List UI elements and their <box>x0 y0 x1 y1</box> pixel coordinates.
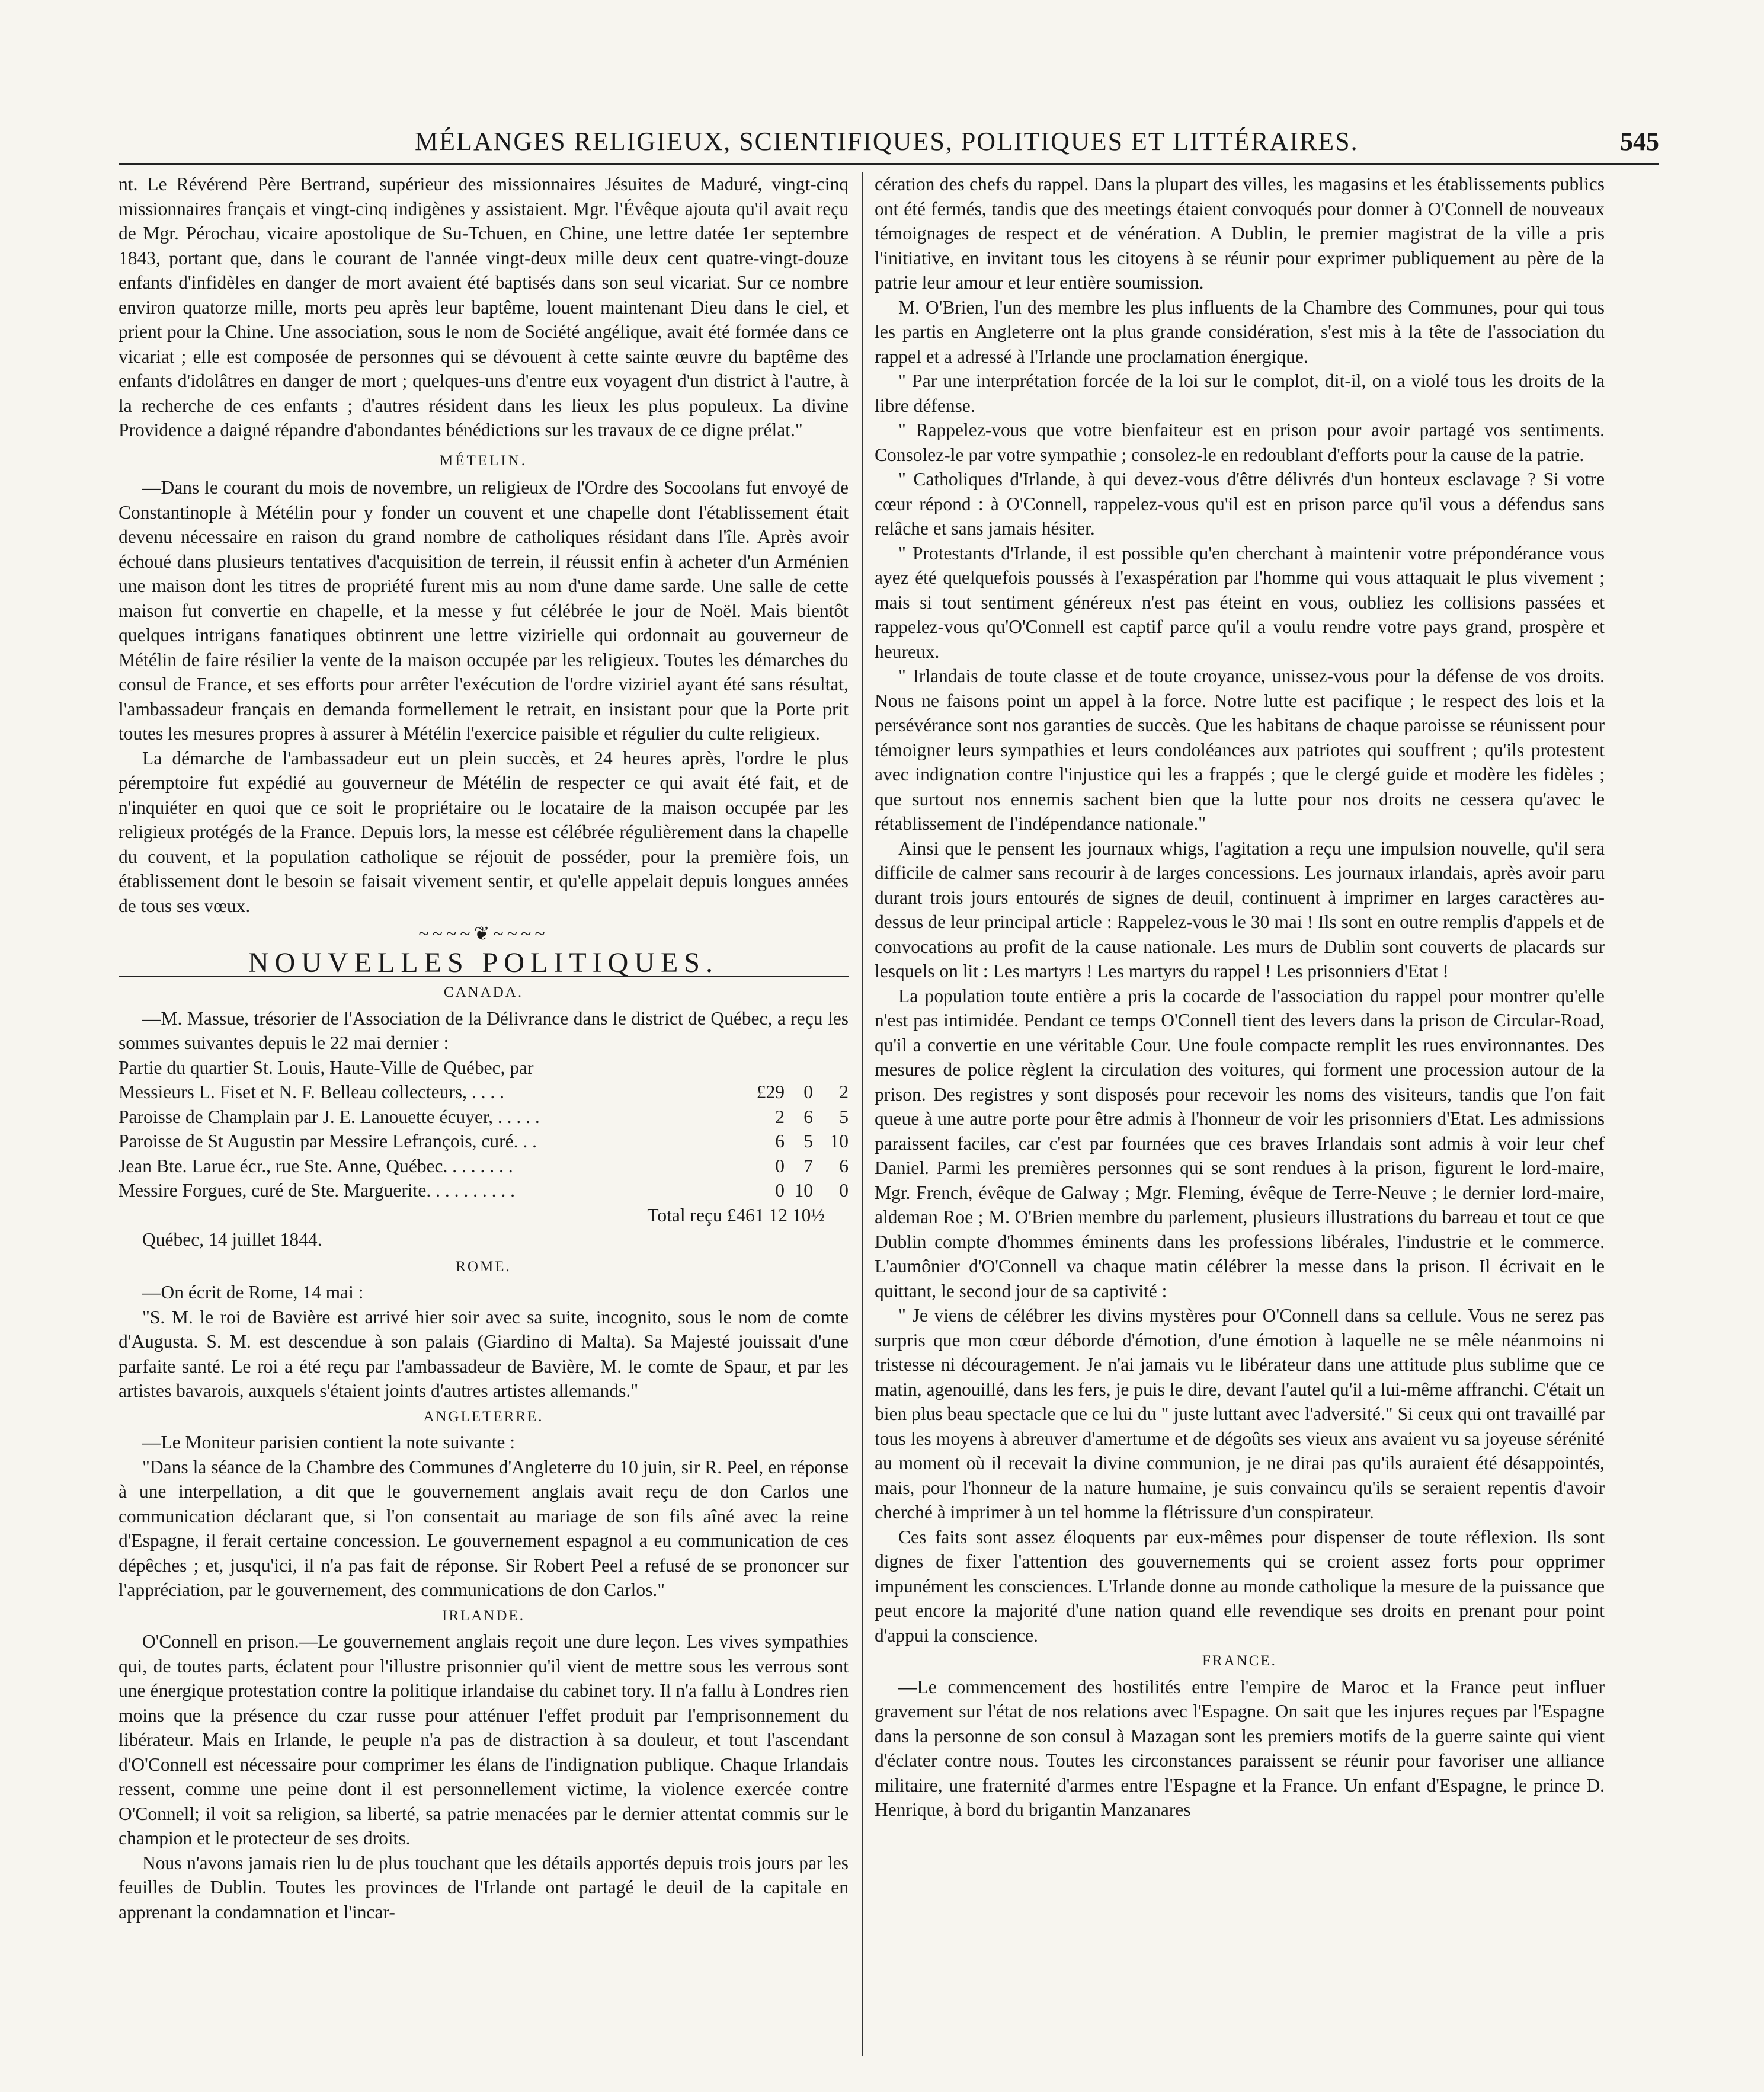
amount-shillings: 0 <box>803 1082 813 1102</box>
right-column <box>875 172 1605 2056</box>
paragraph: "Dans la séance de la Chambre des Communes d'Angleterre du 10 juin, sir R. Peel, en réponse à une interpellation, a dit que le gouvernement anglais avait reçu de don Carlos une communication déclarant que, si l'on consentait au mariage de son fils aîné avec la reine d'Espagne, il ferait certaine concession. Le gouvernement espagnol a eu communication de ces dépêches ; et, jusqu'ici, il n'a pas fait de réponse. Sir Robert Peel a refusé de se prononcer sur l'appréciation, par le gouvernement, des communications de don Carlos." <box>119 1456 849 1600</box>
section-heading-metelin: MÉTELIN. <box>440 452 527 469</box>
paragraph: " Irlandais de toute classe et de toute croyance, unissez-vous pour la défense de vos droits. Nous ne faisons point un appel à la force. Notre lutte est pacifique ; le respect des lois et la persévérance sont nos garanties de succès. Que les habitans de chaque paroisse se réunissent pour témoigner leurs sympathies et leurs condoléances aux patriotes qui souffrent ; qu'ils protestent avec indignation contre l'injustice qui les a frappés ; que le clergé guide et modère les fidèles ; que surtout nos ennemis sachent bien que la lutte pour nos droits ne cessera qu'avec le rétablissement de l'indépendance nationale." <box>875 666 1605 834</box>
paragraph: " Protestants d'Irlande, il est possible qu'en cherchant à maintenir votre prépondérance vous ayez été quelquefois poussés à l'exaspération par l'homme qui vous attaquait le plus vivement ; mais si tout sentiment généreux n'est pas éteint en vous, oubliez les collisions passées et rappelez-vous qu'O'Connell est captif parce qu'il a voulu rendre votre pays grand, prospère et heureux. <box>875 542 1605 662</box>
paragraph: cération des chefs du rappel. Dans la plupart des villes, les magasins et les établissements publics ont été fermés, tandis que des meetings étaient convoqués pour donner à O'Connell de nouveaux témoignages de respect et de vénération. A Dublin, le premier magistrat de la ville a pris l'initiative, en invitant tous les citoyens à se réunir pour exprimer publiquement au père de la patrie leur amour et leur entière soumission. <box>875 174 1605 293</box>
section-heading-canada: CANADA. <box>443 984 524 1000</box>
paragraph: " Je viens de célébrer les divins mystères pour O'Connell dans sa cellule. Vous ne serez pas surpris que mon cœur déborde d'émotion, d'une émotion à laquelle ne se mêle néanmoins ni tristesse ni découragement. Je n'ai jamais vu le libérateur dans une attitude plus sublime que ce matin, agenouillé, dans les fers, je puis le dire, devant l'autel qu'il a lui-même affranchi. C'était un bien plus beau spectacle que ce lui du " juste luttant avec l'adversité." Si ceux qui ont travaillé par tous les moyens à abreuver d'amertume et de dégoûts ses vieux ans avaient vu sa joyeuse sérénité au moment où il recevait la divine communion, je ne dirai pas qu'ils auraient été désappointés, mais, pour l'honneur de la nature humaine, je suis convaincu qu'ils se seraient repentis d'avoir cherché à imprimer à un tel homme la flétrissure d'un conspirateur. <box>875 1305 1605 1522</box>
amount-pounds: 2 <box>775 1106 785 1127</box>
paragraph: Partie du quartier St. Louis, Haute-Ville de Québec, par <box>119 1057 534 1078</box>
dateline: Québec, 14 juillet 1844. <box>142 1229 322 1250</box>
amount-shillings: 10 <box>794 1180 813 1201</box>
section-heading-irlande: IRLANDE. <box>442 1607 525 1624</box>
left-column <box>119 172 849 2056</box>
amount-pence: 6 <box>839 1155 849 1176</box>
column-divider <box>862 172 863 2056</box>
list-item <box>119 1178 849 1203</box>
paragraph: " Rappelez-vous que votre bienfaiteur est en prison pour avoir partagé vos sentiments. Consolez-le par votre sympathie ; consolez-le en redoublant d'efforts pour la cause de la patrie. <box>875 420 1605 465</box>
paragraph: " Catholiques d'Irlande, à qui devez-vous d'être délivrés d'un honteux esclavage ? Si votre cœur répond : à O'Connell, rappelez-vous qu'il est en prison parce qu'il vous a défendus sans relâche et sans jamais hésiter. <box>875 469 1605 539</box>
running-header <box>119 121 1659 165</box>
section-heading-angleterre: ANGLETERRE. <box>423 1408 544 1425</box>
amount-shillings: 6 <box>803 1106 813 1127</box>
paragraph: —Dans le courant du mois de novembre, un religieux de l'Ordre des Socoolans fut envoyé de Constantinople à Métélin pour y fonder un couvent et une chapelle dont l'établissement était devenu nécessaire en raison du grand nombre de catholiques résidant dans l'île. Après avoir échoué dans plusieurs tentatives d'acquisition de terrein, il réussit enfin à acheter d'un Arménien une maison dont les titres de propriété furent mis au nom d'une dame sarde. Une salle de cette maison fut convertie en chapelle, et la messe y fut célébrée le jour de Noël. Mais bientôt quelques intrigans fanatiques obtinrent une lettre vizirielle qui ordonnait au gouverneur de Métélin de faire résilier la vente de la maison occupée par les religieux. Toutes les démarches du consul de France, et ses efforts pour arrêter l'exécution de l'ordre viziriel ayant été sans résultat, l'ambassadeur français en demanda formellement le retrait, en insistant pour que la Porte prit toutes les mesures propres à assurer à Métélin l'exercice paisible et régulier du culte religieux. <box>119 477 849 744</box>
paragraph: Ces faits sont assez éloquents par eux-mêmes pour dispenser de toute réflexion. Ils sont dignes de fixer l'attention des gouvernements qui se croient assez forts pour opprimer impunément les consciences. L'Irlande donne au monde catholique la mesure de la puissance que peut encore la majorité d'une nation quand elle revendique ses droits en prenant pour point d'appui la conscience. <box>875 1526 1605 1646</box>
donor-name: Messieurs L. Fiset et N. F. Belleau collecteurs, . . . . <box>119 1082 504 1102</box>
paragraph: —M. Massue, trésorier de l'Association de la Délivrance dans le district de Québec, a reçu les sommes suivantes depuis le 22 mai dernier : <box>119 1007 849 1053</box>
amount-pence: 0 <box>839 1180 849 1201</box>
running-title: MÉLANGES RELIGIEUX, SCIENTIFIQUES, POLITIQUES ET LITTÉRAIRES. <box>415 127 1359 156</box>
paragraph: " Par une interprétation forcée de la loi sur le complot, dit-il, on a violé tous les droits de la libre défense. <box>875 370 1605 416</box>
section-heading-france: FRANCE. <box>1202 1653 1277 1669</box>
section-heading-rome: ROME. <box>456 1258 511 1275</box>
paragraph: —Le commencement des hostilités entre l'empire de Maroc et la France peut influer gravement sur l'état de nos relations avec l'Espagne. On sait que les injures reçues par l'Espagne dans la personne de son consul à Mazagan sont les premiers motifs de la guerre sainte qui vient d'éclater contre nous. Toutes les circonstances paraissent se réunir pour favoriser une alliance militaire, une fraternité d'armes entre l'Espagne et la France. Un enfant d'Espagne, le prince D. Henrique, à bord du brigantin Manzanares <box>875 1676 1605 1820</box>
amount-pence: 2 <box>839 1082 849 1102</box>
paragraph: —On écrit de Rome, 14 mai : <box>142 1282 364 1303</box>
page-number: 545 <box>1620 127 1659 156</box>
amount-shillings: 5 <box>803 1131 813 1151</box>
donor-name: Paroisse de St Augustin par Messire Lefrançois, curé. . . <box>119 1131 537 1151</box>
paragraph: La démarche de l'ambassadeur eut un plein succès, et 24 heures après, l'ordre le plus péremptoire fut expédié au gouverneur de Métélin de respecter ce qui avait été fait, et de n'inquiéter en quoi que ce soit le propriétaire ou le locataire de la maison occupée par les religieux protégés de la France. Depuis lors, la messe est célébrée régulièrement dans la chapelle du couvent, et la population catholique se réjouit de posséder, pour la première fois, un établissement dont le besoin se faisait vivement sentir, et qu'elle appelait depuis longues années de tous ses vœux. <box>119 747 849 916</box>
paragraph: Ainsi que le pensent les journaux whigs, l'agitation a reçu une impulsion nouvelle, qu'il sera difficile de calmer sans recourir à de larges concessions. Les journaux irlandais, après avoir paru durant trois jours entourés de signes de deuil, continuent à imprimer en larges caractères au-dessus de leur principal article : Rappelez-vous le 30 mai ! Ils sont en outre remplis d'appels et de convocations au profit de la cause nationale. Les murs de Dublin sont couverts de placards sur lesquels on lit : Les martyrs ! Les martyrs du rappel ! Les prisonniers d'Etat ! <box>875 837 1605 981</box>
list-item <box>119 1129 849 1154</box>
list-item <box>119 1080 849 1105</box>
donor-name: Jean Bte. Larue écr., rue Ste. Anne, Québec. . . . . . . . <box>119 1155 513 1176</box>
paragraph: O'Connell en prison.—Le gouvernement anglais reçoit une dure leçon. Les vives sympathies qui, de toutes parts, éclatent pour l'illustre prisonnier qu'il vient de mettre sous les verrous sont une énergique protestation contre la politique irlandaise du cabinet tory. Il n'a fallu à Londres rien moins que la présence du czar russe pour atténuer l'effet produit par l'emprisonnement du libérateur. Mais en Irlande, le peuple n'a pas de distraction à sa douleur, et tout l'ascendant d'O'Connell est nécessaire pour comprimer les élans de l'indignation publique. Chaque Irlandais ressent, comme une peine dont il est personnellement victime, la violence exercée contre O'Connell; il voit sa religion, sa liberté, sa patrie menacées par le dernier attentat commis sur le champion et le protecteur de ses droits. <box>119 1631 849 1848</box>
paragraph: —Le Moniteur parisien contient la note suivante : <box>142 1432 515 1453</box>
section-title-nouvelles: NOUVELLES POLITIQUES. <box>119 948 849 977</box>
amount-pounds: £29 <box>756 1082 785 1102</box>
paragraph: La population toute entière a pris la cocarde de l'association du rappel pour montrer qu'elle n'est pas intimidée. Pendant ce temps O'Connell tient des levers dans la prison de Circular-Road, qu'il a convertie en une véritable Cour. Une foule compacte remplit les rues environnantes. Des mesures de police règlent la circulation des voitures, qui forment une procession autour de la prison. Des registres y sont disposés pour recevoir les noms des visiteurs, tandis que l'on fait queue à une autre porte pour être admis à l'honneur de voir les prisonniers d'Etat. Les admissions paraissent faciles, car c'est par fournées que ces braves Irlandais sont admis à voir leur chef Daniel. Parmi les premières personnes qui se sont rendues à la prison, figurent le lord-maire, Mgr. French, évêque de Galway ; Mgr. Fleming, évêque de Terre-Neuve ; le dernier lord-maire, aldeman Roe ; M. O'Brien membre du parlement, plusieurs illustrations du barreau et tout ce que Dublin compte d'hommes éminents dans les professions libérales, l'industrie et le commerce. L'aumônier d'O'Connell va chaque matin célébrer la messe dans la prison. Il écrivait en le quittant, le second jour de sa captivité : <box>875 985 1605 1301</box>
paragraph: Nous n'avons jamais rien lu de plus touchant que les détails apportés depuis trois jours par les feuilles de Dublin. Toutes les provinces de l'Irlande ont partagé le deuil de la capitale en apprenant la condamnation et l'incar- <box>119 1852 849 1923</box>
ornament-rule: ~~~~❦~~~~ <box>418 923 549 944</box>
amount-pence: 5 <box>839 1106 849 1127</box>
paragraph: nt. Le Révérend Père Bertrand, supérieur des missionnaires Jésuites de Maduré, vingt-cinq missionnaires français et vingt-cinq indigènes y assistaient. Mgr. l'Évêque ajouta qu'il avait reçu de Mgr. Pérochau, vicaire apostolique de Su-Tchuen, en Chine, une lettre datée 1er septembre 1843, portant que, dans le courant de l'année vingt-deux mille deux cent quatre-vingt-douze enfants d'infidèles en danger de mort avaient été baptisés dans son seul vicariat. Sur ce nombre environ quatorze mille, morts peu après leur baptême, louent maintenant Dieu dans le ciel, et prient pour la Chine. Une association, sous le nom de Société angélique, avait été formée dans ce vicariat ; elle est composée de personnes qui se dévouent à cette sainte œuvre du baptême des enfants d'idolâtres en danger de mort ; quelques-uns d'entre eux voyagent d'un district à l'autre, à la recherche de ces enfants ; d'autres résident dans les lieux les plus populeux. La divine Providence a daigné répandre d'abondantes bénédictions sur les travaux de ce digne prélat." <box>119 174 849 440</box>
amount-pounds: 0 <box>775 1155 785 1176</box>
donor-name: Messire Forgues, curé de Ste. Marguerite. . . . . . . . . . <box>119 1180 515 1201</box>
donor-name: Paroisse de Champlain par J. E. Lanouette écuyer, . . . . . <box>119 1106 540 1127</box>
subscription-total: Total reçu £461 12 10½ <box>647 1204 825 1226</box>
paragraph: "S. M. le roi de Bavière est arrivé hier soir avec sa suite, incognito, sous le nom de comte d'Augusta. S. M. est descendue à son palais (Giardino di Malta). Sa Majesté jouissait d'une parfaite santé. Le roi a été reçu par l'ambassadeur de Bavière, M. le comte de Spaur, et par les artistes bavarois, auxquels s'étaient joints d'autres artistes allemands." <box>119 1306 849 1401</box>
list-item <box>119 1105 849 1130</box>
subscription-list <box>119 1080 849 1203</box>
amount-shillings: 7 <box>803 1155 813 1176</box>
amount-pounds: 0 <box>775 1180 785 1201</box>
paragraph: M. O'Brien, l'un des membre les plus influents de la Chambre des Communes, pour qui tous les partis en Angleterre ont la plus grande considération, s'est mis à la tête de l'association du rappel et a adressé à l'Irlande une proclamation énergique. <box>875 296 1605 367</box>
amount-pounds: 6 <box>775 1131 785 1151</box>
amount-pence: 10 <box>830 1131 849 1151</box>
list-item <box>119 1154 849 1179</box>
